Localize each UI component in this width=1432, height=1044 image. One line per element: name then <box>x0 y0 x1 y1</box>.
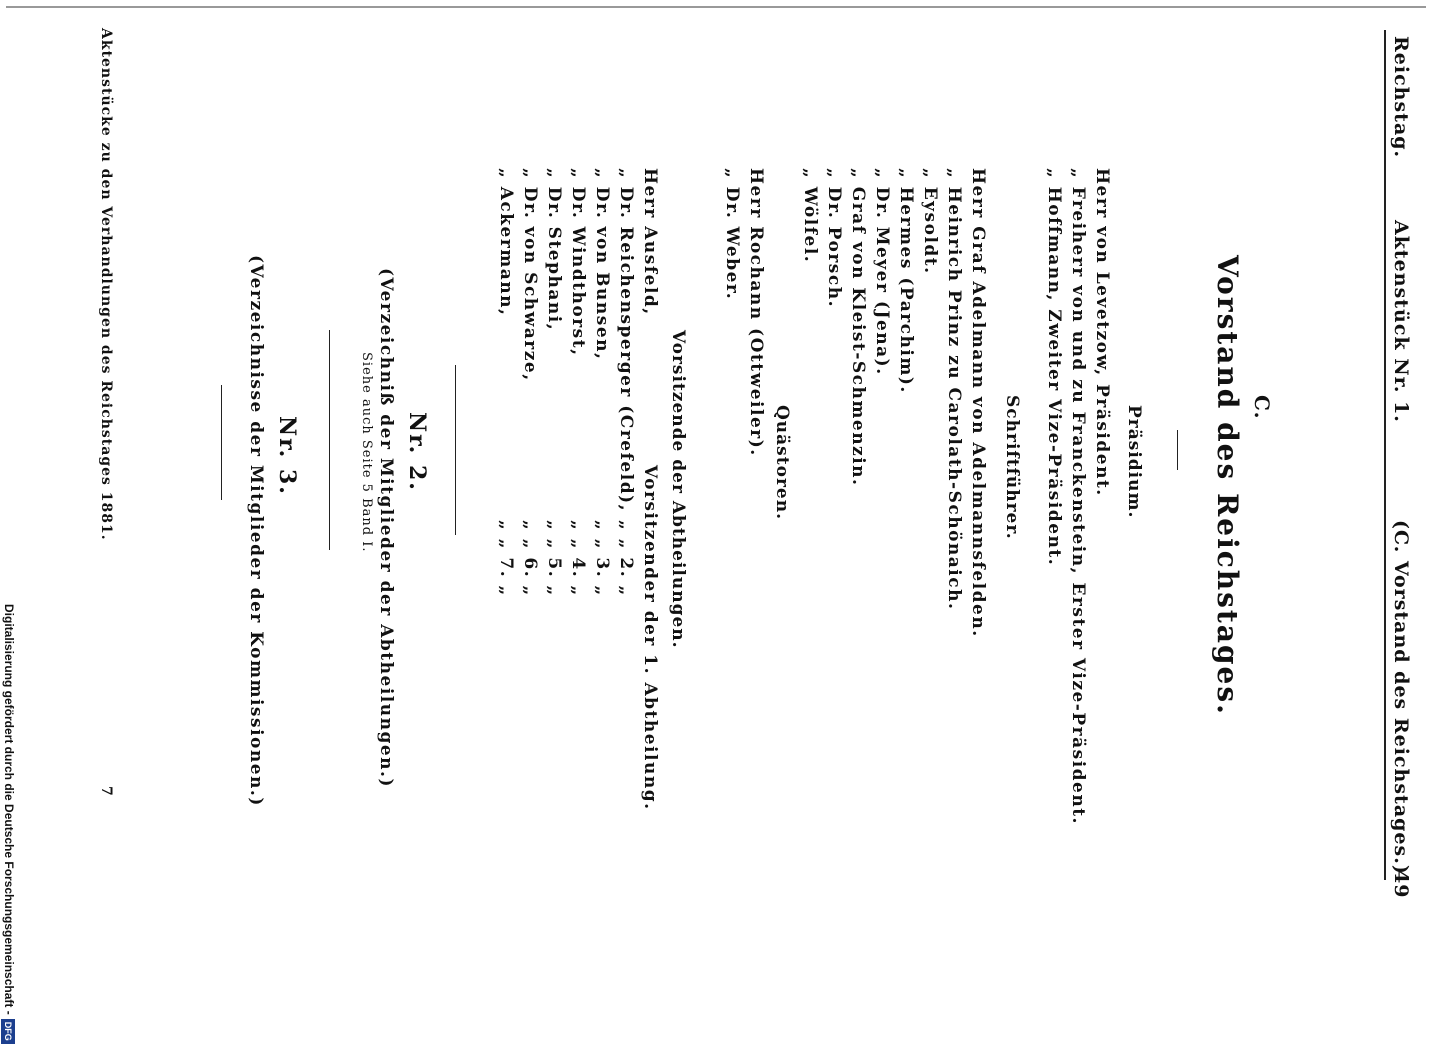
quaestoren-line-2: „ Dr. Weber. <box>722 168 742 301</box>
schriftfuehrer-line-8: „ Wölfel. <box>800 168 820 264</box>
vorsitzende-role-5: „ „ 5. „ <box>544 520 564 597</box>
praesidium-line-1: Herr von Levetzow, Präsident. <box>1092 168 1112 497</box>
header-rule <box>1384 30 1386 880</box>
vorsitzende-role-3: „ „ 3. „ <box>592 520 612 597</box>
header-left: Reichstag. <box>1390 36 1412 159</box>
vorsitzende-name-1: Herr Ausfeld, <box>640 168 660 316</box>
schriftfuehrer-line-5: „ Dr. Meyer (Jena). <box>872 168 892 376</box>
page-title: Vorstand des Reichstages. <box>1211 255 1244 716</box>
vorsitzende-name-3: „ Dr. von Bunsen, <box>592 168 612 361</box>
footer-right: 7 <box>98 786 114 797</box>
vorsitzende-role-7: „ „ 7. „ <box>496 520 516 597</box>
scan-edge <box>6 6 1426 8</box>
credit-text: Digitalisierung gefördert durch die Deutsche Forschungsgemeinschaft - <box>2 604 16 1015</box>
praesidium-line-3: „ Hoffmann, Zweiter Vize-Präsident. <box>1044 168 1064 567</box>
schriftfuehrer-line-6: „ Graf von Kleist-Schmenzin. <box>848 168 868 487</box>
digitization-credit <box>1 604 16 1044</box>
schriftfuehrer-heading: Schriftführer. <box>1002 395 1022 540</box>
praesidium-line-2: „ Freiherr von und zu Franckenstein, Erster Vize-Präsident. <box>1068 168 1088 825</box>
separator-rule-2 <box>329 330 330 550</box>
nr2-subtitle: (Verzeichniß der Mitglieder der Abtheilungen.) <box>376 268 396 788</box>
page-number: 49 <box>1390 870 1412 899</box>
header-right: (C. Vorstand des Reichstages.) <box>1390 520 1412 875</box>
vorsitzende-name-7: „ Ackermann, <box>496 168 516 317</box>
vorsitzende-role-4: „ „ 4. „ <box>568 520 588 597</box>
header-center: Aktenstück Nr. 1. <box>1390 220 1412 423</box>
schriftfuehrer-line-4: „ Hermes (Parchim). <box>896 168 916 394</box>
vorsitzende-role-2: „ „ 2. „ <box>616 520 636 597</box>
nr3-title: Nr. 3. <box>274 416 300 496</box>
vorsitzende-role-6: „ „ 6. „ <box>520 520 540 597</box>
footer-left: Aktenstücke zu den Verhandlungen des Reichstages 1881. <box>98 28 114 541</box>
dfg-logo: DFG <box>1 1019 15 1044</box>
vorsitzende-name-6: „ Dr. von Schwarze, <box>520 168 540 382</box>
vorsitzende-role-1: Vorsitzender der 1. Abtheilung. <box>640 465 660 811</box>
separator-rule-1 <box>455 365 456 535</box>
schriftfuehrer-line-1: Herr Graf Adelmann von Adelmannsfelden. <box>968 168 988 638</box>
quaestoren-heading: Quästoren. <box>772 405 792 520</box>
vorsitzende-name-2: „ Dr. Reichensperger (Crefeld), <box>616 168 636 513</box>
vorsitzende-name-4: „ Dr. Windthorst, <box>568 168 588 357</box>
schriftfuehrer-line-7: „ Dr. Porsch. <box>824 168 844 308</box>
praesidium-heading: Präsidium. <box>1124 405 1144 519</box>
nr3-subtitle: (Verzeichnisse der Mitglieder der Kommissionen.) <box>246 255 266 807</box>
vorsitzende-heading: Vorsitzende der Abtheilungen. <box>668 330 688 649</box>
title-rule <box>1177 430 1178 470</box>
nr2-note: Siehe auch Seite 5 Band I. <box>359 352 374 553</box>
schriftfuehrer-line-3: „ Eysoldt. <box>920 168 940 275</box>
separator-rule-3 <box>221 385 222 500</box>
nr2-title: Nr. 2. <box>404 412 430 492</box>
schriftfuehrer-line-2: „ Heinrich Prinz zu Carolath-Schönaich. <box>944 168 964 611</box>
quaestoren-line-1: Herr Rochann (Ottweiler). <box>746 168 766 457</box>
section-letter: C. <box>1250 395 1274 420</box>
vorsitzende-name-5: „ Dr. Stephani, <box>544 168 564 332</box>
